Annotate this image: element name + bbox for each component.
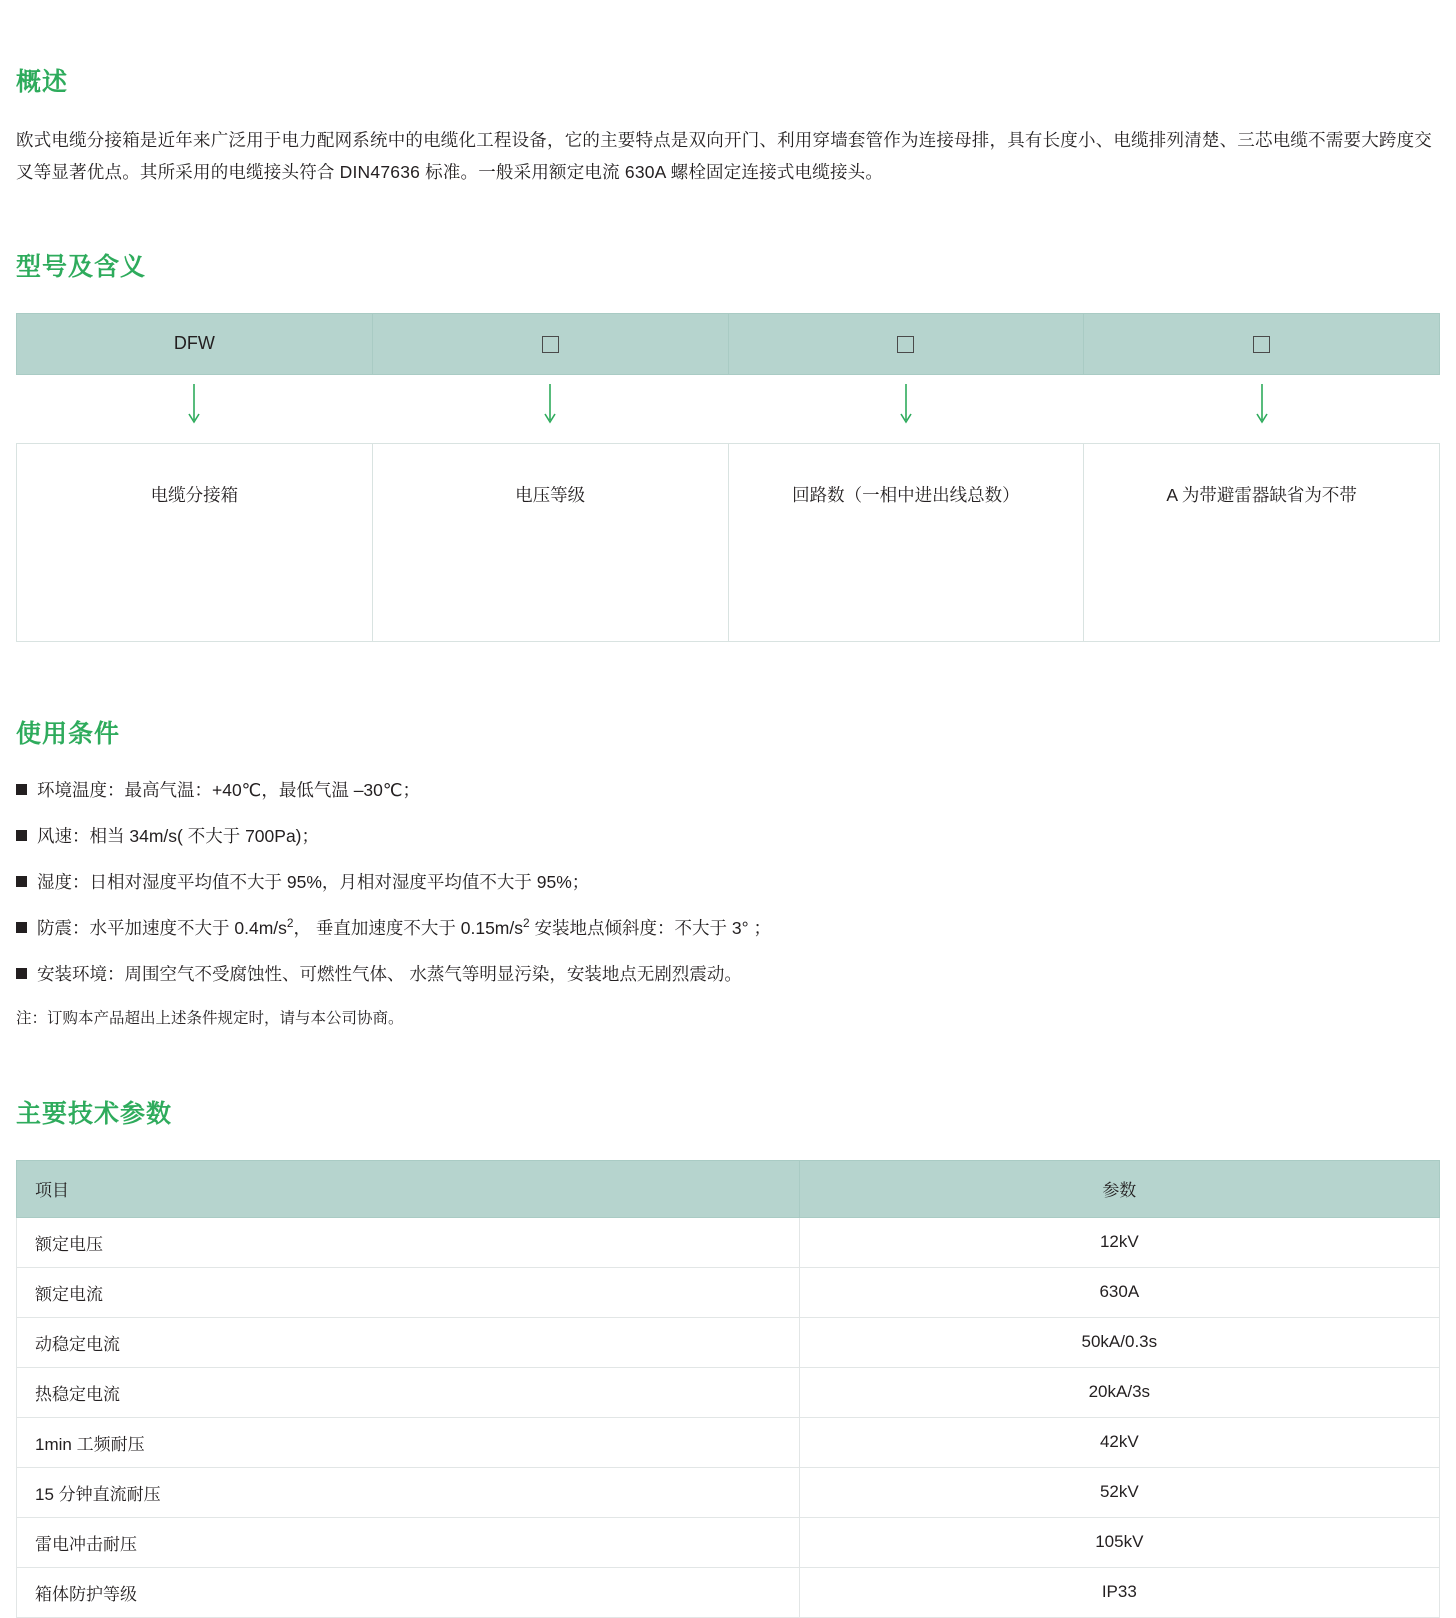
conditions-note: 注：订购本产品超出上述条件规定时，请与本公司协商。 bbox=[16, 1009, 404, 1027]
bullet-square-icon bbox=[16, 830, 27, 841]
model-description-cell: 回路数（一相中进出线总数） bbox=[728, 443, 1084, 641]
param-value: IP33 bbox=[799, 1567, 1439, 1617]
table-row bbox=[17, 1217, 1440, 1267]
condition-text: 安装环境：周围空气不受腐蚀性、可燃性气体、 水蒸气等明显污染，安装地点无剧烈震动。 bbox=[37, 963, 742, 984]
param-value: 630A bbox=[799, 1267, 1439, 1317]
arrow-cell-4 bbox=[1084, 374, 1440, 443]
column-header-value: 参数 bbox=[799, 1160, 1439, 1217]
param-value: 12kV bbox=[799, 1217, 1439, 1267]
condition-text: 风速：相当 34m/s( 不大于 700Pa)； bbox=[37, 825, 319, 846]
bullet-square-icon bbox=[16, 968, 27, 979]
condition-text: 湿度：日相对湿度平均值不大于 95%，月相对湿度平均值不大于 95%； bbox=[37, 871, 590, 892]
model-code-cell: DFW bbox=[17, 313, 373, 374]
model-description-row bbox=[17, 443, 1440, 641]
conditions-list bbox=[16, 776, 1440, 988]
list-item bbox=[16, 776, 1440, 804]
down-arrow-icon bbox=[186, 384, 202, 428]
bullet-square-icon bbox=[16, 922, 27, 933]
param-name: 雷电冲击耐压 bbox=[17, 1517, 800, 1567]
param-value: 105kV bbox=[799, 1517, 1439, 1567]
table-row bbox=[17, 1317, 1440, 1367]
model-description-cell: A 为带避雷器缺省为不带 bbox=[1084, 443, 1440, 641]
table-row bbox=[17, 1517, 1440, 1567]
param-name: 箱体防护等级 bbox=[17, 1567, 800, 1617]
param-name: 动稳定电流 bbox=[17, 1317, 800, 1367]
bullet-square-icon bbox=[16, 784, 27, 795]
bullet-square-icon bbox=[16, 876, 27, 887]
table-row bbox=[17, 1267, 1440, 1317]
section-title-overview: 概述 bbox=[16, 68, 69, 96]
model-slot-cell-1 bbox=[372, 313, 728, 374]
model-slot-cell-2 bbox=[728, 313, 1084, 374]
param-value: 52kV bbox=[799, 1467, 1439, 1517]
list-item bbox=[16, 960, 1440, 988]
model-arrow-row bbox=[17, 374, 1440, 443]
model-slot-cell-3 bbox=[1084, 313, 1440, 374]
condition-quake-prefix: 防震：水平加速度不大于 0.4m/s bbox=[37, 917, 287, 938]
down-arrow-icon bbox=[542, 384, 558, 428]
list-item bbox=[16, 868, 1440, 896]
table-row bbox=[17, 1367, 1440, 1417]
condition-text: 环境温度：最高气温：+40℃，最低气温 –30℃； bbox=[37, 779, 421, 800]
param-name: 额定电流 bbox=[17, 1267, 800, 1317]
list-item bbox=[16, 822, 1440, 850]
param-value: 50kA/0.3s bbox=[799, 1317, 1439, 1367]
param-name: 额定电压 bbox=[17, 1217, 800, 1267]
param-name: 热稳定电流 bbox=[17, 1367, 800, 1417]
table-row bbox=[17, 1567, 1440, 1617]
condition-quake-sup2: 2 bbox=[523, 915, 530, 930]
empty-box-icon bbox=[1253, 336, 1270, 353]
condition-quake-mid: ， 垂直加速度不大于 0.15m/s bbox=[293, 917, 523, 938]
section-title-conditions: 使用条件 bbox=[16, 719, 121, 748]
param-name: 15 分钟直流耐压 bbox=[17, 1467, 800, 1517]
model-table-wrapper bbox=[16, 313, 1440, 642]
table-header-row bbox=[17, 1160, 1440, 1217]
arrow-cell-2 bbox=[372, 374, 728, 443]
table-row bbox=[17, 1467, 1440, 1517]
down-arrow-icon bbox=[1254, 384, 1270, 428]
condition-quake-suffix: 安装地点倾斜度：不大于 3° ； bbox=[529, 917, 771, 938]
model-table bbox=[16, 313, 1440, 642]
empty-box-icon bbox=[542, 336, 559, 353]
overview-paragraph: 欧式电缆分接箱是近年来广泛用于电力配网系统中的电缆化工程设备，它的主要特点是双向开门、利用穿墙套管作为连接母排，具有长度小、电缆排列清楚、三芯电缆不需要大跨度交叉等显著优点。其所采用的电缆接头符合 DIN47636 标准。一般采用额定电流 630A 螺栓固定连接式电缆接头。 bbox=[16, 130, 1432, 183]
model-description-cell: 电压等级 bbox=[372, 443, 728, 641]
section-title-params: 主要技术参数 bbox=[16, 1099, 173, 1128]
list-item bbox=[16, 914, 1440, 942]
condition-quake-sup1: 2 bbox=[286, 915, 294, 930]
column-header-item: 项目 bbox=[17, 1160, 800, 1217]
technical-parameters-table bbox=[16, 1160, 1440, 1618]
table-row bbox=[17, 1417, 1440, 1467]
section-title-model: 型号及含义 bbox=[16, 252, 147, 281]
param-name: 1min 工频耐压 bbox=[17, 1417, 800, 1467]
param-value: 20kA/3s bbox=[799, 1367, 1439, 1417]
down-arrow-icon bbox=[898, 384, 914, 428]
model-table-header-row bbox=[17, 313, 1440, 374]
arrow-cell-1 bbox=[17, 374, 373, 443]
model-description-cell: 电缆分接箱 bbox=[17, 443, 373, 641]
param-value: 42kV bbox=[799, 1417, 1439, 1467]
empty-box-icon bbox=[897, 336, 914, 353]
arrow-cell-3 bbox=[728, 374, 1084, 443]
